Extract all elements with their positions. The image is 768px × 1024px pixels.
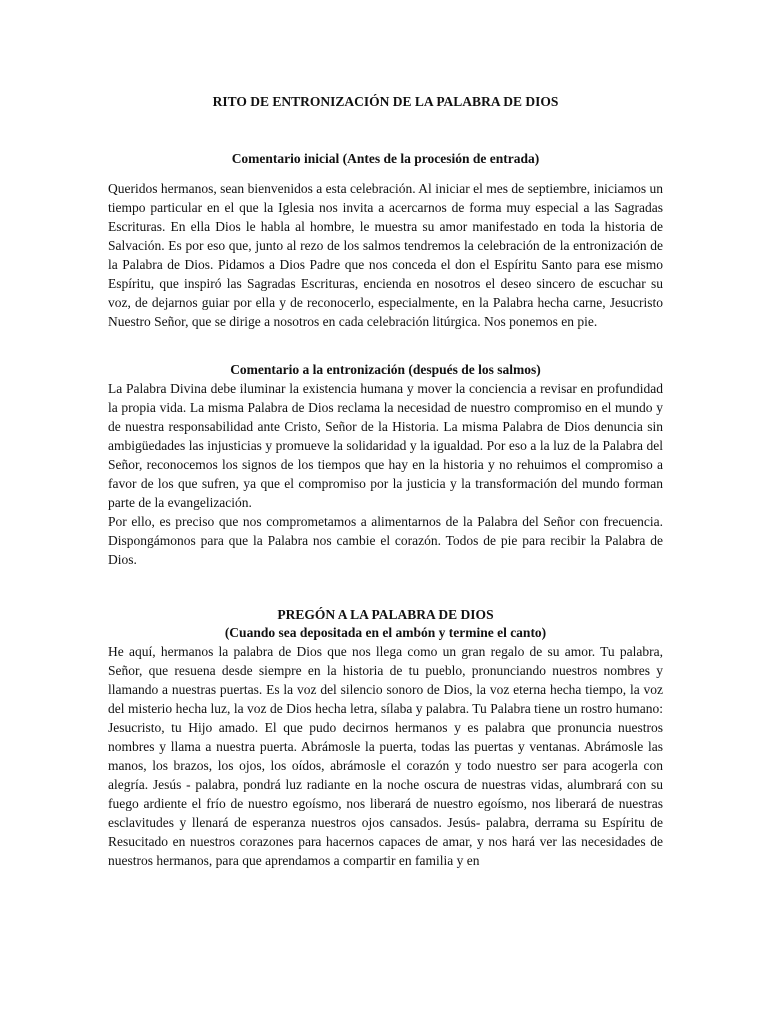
section-subheading-pregon: (Cuando sea depositada en el ambón y termine el canto) [224, 625, 547, 640]
document-title: RITO DE ENTRONIZACIÓN DE LA PALABRA DE DIOS [212, 94, 559, 109]
paragraph-pregon: He aquí, hermanos la palabra de Dios que nos llega como un gran regalo de su amor. Tu palabra, Señor, que resuena desde siempre en la historia de tu pueblo, pronunciando nuestros nombres y llamando a nuestras puertas. Es la voz del silencio sonoro de Dios, la voz eterna hecha tiempo, la voz del misterio hecha luz, la voz de Dios hecha letra, sílaba y palabra. Tu Palabra tiene un rostro humano: Jesucristo, tu Hijo amado. El que pudo decirnos hermanos y es palabra que pronuncia nuestros nombres y llama a nuestra puerta. Abrámosle la puerta, todas las puertas y ventanas. Abrámosle las manos, los brazos, los ojos, los oídos, abrámosle el corazón y todo nuestro ser para acogerla con alegría. Jesús - palabra, pondrá luz radiante en la noche oscura de nuestras vidas, alumbrará con su fuego ardiente el frío de nuestro egoísmo, nos liberará de nuestro egoísmo, nos liberará de nuestras esclavitudes y llenará de esperanza nuestros ojos cansados. Jesús- palabra, derrama su Espíritu de Resucitado en nuestros corazones para hacernos capaces de amar, y nos hará ver las necesidades de nuestros hermanos, para que aprendamos a compartir en familia y en [108, 644, 663, 868]
paragraph-entronizacion-1: La Palabra Divina debe iluminar la existencia humana y mover la conciencia a revisar en profundidad la propia vida. La misma Palabra de Dios reclama la necesidad de nuestro compromiso en el mundo y de nuestra responsabilidad ante Cristo, Señor de la Historia. La misma Palabra de Dios denuncia sin ambigüedades las injusticias y promueve la solidaridad y la igualdad. Por eso a la luz de la Palabra del Señor, reconocemos los signos de los tiempos que hay en la historia y no rehuimos el compromiso a favor de los que sufren, ya que el compromiso por la justicia y la transformación del mundo forman parte de la evangelización. [108, 381, 663, 510]
paragraph-comentario-inicial: Queridos hermanos, sean bienvenidos a esta celebración. Al iniciar el mes de septiembre, iniciamos un tiempo particular en el que la Iglesia nos invita a acercarnos de forma muy especial a las Sagradas Escrituras. En ella Dios le habla al hombre, le muestra su amor manifestado en toda la historia de Salvación. Es por eso que, junto al rezo de los salmos tendremos la celebración de la entronización de la Palabra de Dios. Pidamos a Dios Padre que nos conceda el don el Espíritu Santo para ese mismo Espíritu, que inspiró las Sagradas Escrituras, encienda en nosotros el deseo sincero de escuchar su voz, de dejarnos guiar por ella y de reconocerlo, especialmente, en la Palabra hecha carne, Jesucristo Nuestro Señor, que se dirige a nosotros en cada celebración litúrgica. Nos ponemos en pie. [108, 181, 663, 329]
paragraph-entronizacion-2: Por ello, es preciso que nos comprometamos a alimentarnos de la Palabra del Señor con frecuencia. Dispongámonos para que la Palabra nos cambie el corazón. Todos de pie para recibir la Palabra de Dios. [108, 514, 663, 567]
section-heading-pregon: PREGÓN A LA PALABRA DE DIOS [277, 607, 494, 622]
section-heading-comentario-entronizacion: Comentario a la entronización (después de los salmos) [230, 362, 541, 377]
section-heading-comentario-inicial: Comentario inicial (Antes de la procesión de entrada) [231, 151, 540, 166]
document-page [108, 0, 663, 870]
